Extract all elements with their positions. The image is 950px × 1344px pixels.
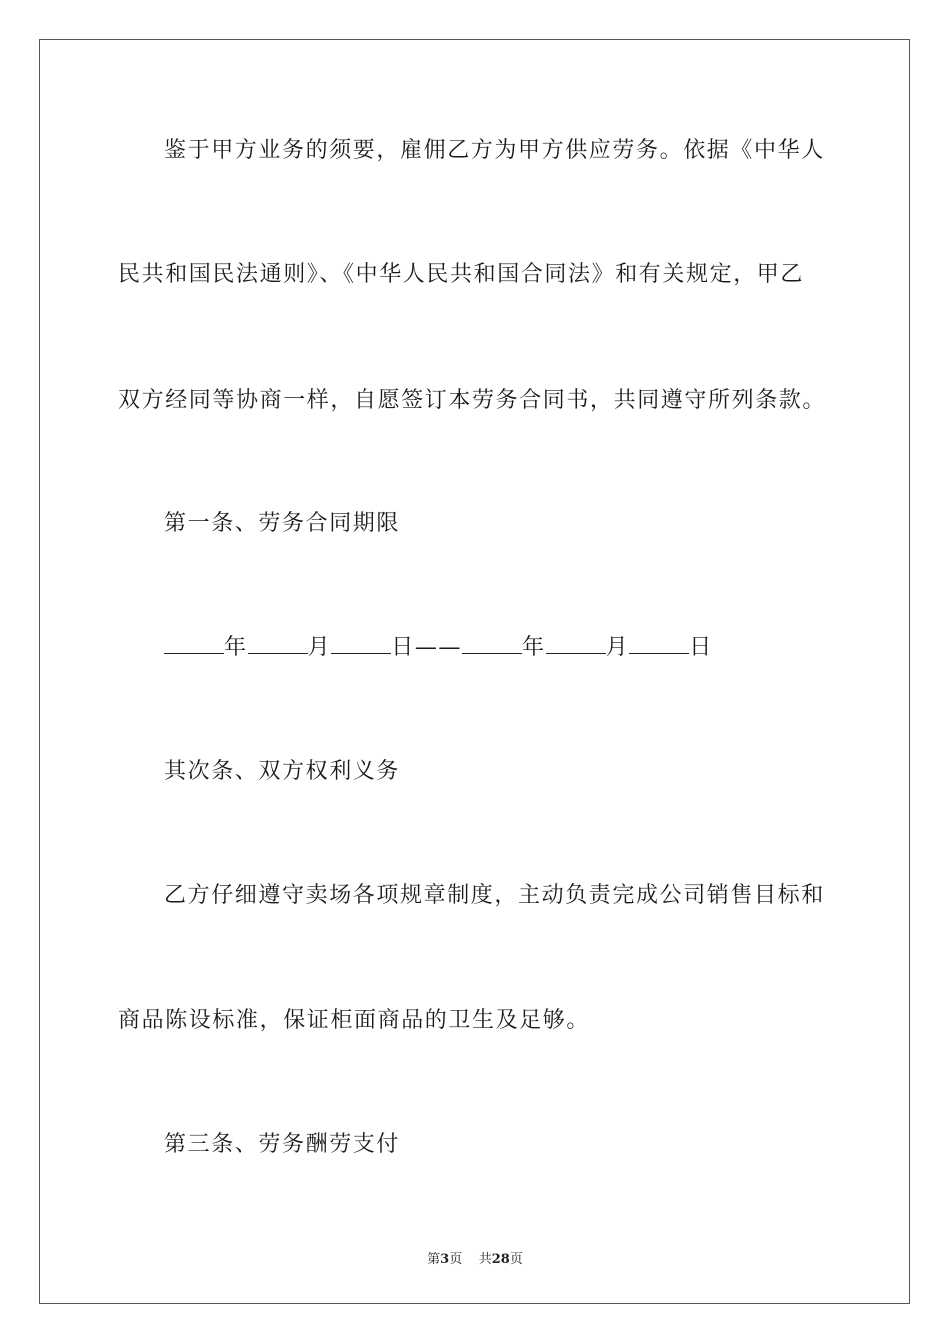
month-label-start: 月 [307, 635, 332, 660]
paragraph-line-1: 鉴于甲方业务的须要，雇佣乙方为甲方供应劳务。依据《中华人 [164, 138, 825, 163]
day-label-start: 日 [391, 635, 415, 660]
month-blank-start [248, 635, 308, 654]
footer-prefix: 第 [427, 1252, 441, 1267]
clause-heading-2: 其次条、双方权利义务 [164, 759, 401, 784]
day-label-end: 日 [689, 635, 713, 660]
clause-heading-1: 第一条、劳务合同期限 [164, 511, 401, 536]
paragraph-line-4: 乙方仔细遵守卖场各项规章制度，主动负责完成公司销售目标和 [164, 883, 825, 908]
day-blank-start [331, 635, 391, 654]
footer-total-pages: 28 [491, 1252, 510, 1267]
year-label-start: 年 [224, 635, 248, 660]
footer-page-number: 3 [440, 1252, 450, 1267]
footer-page-suffix: 页 [449, 1252, 463, 1267]
date-dash: —— [414, 635, 463, 660]
paragraph-line-2: 民共和国民法通则》、《中华人民共和国合同法》和有关规定，甲乙 [118, 262, 805, 287]
year-label-end: 年 [522, 635, 546, 660]
paragraph-line-5: 商品陈设标准，保证柜面商品的卫生及足够。 [118, 1008, 591, 1033]
year-blank-end [462, 635, 522, 654]
paragraph-line-3: 双方经同等协商一样，自愿签订本劳务合同书，共同遵守所列条款。 [118, 388, 827, 413]
year-blank-start [164, 635, 224, 654]
page-border [39, 39, 910, 1304]
month-blank-end [546, 635, 606, 654]
footer-total-prefix: 共 [478, 1252, 492, 1267]
clause-heading-3: 第三条、劳务酬劳支付 [164, 1132, 401, 1157]
page-footer [0, 1248, 950, 1267]
footer-total-suffix: 页 [509, 1252, 523, 1267]
date-range-line [164, 635, 884, 661]
month-label-end: 月 [605, 635, 630, 660]
day-blank-end [629, 635, 689, 654]
